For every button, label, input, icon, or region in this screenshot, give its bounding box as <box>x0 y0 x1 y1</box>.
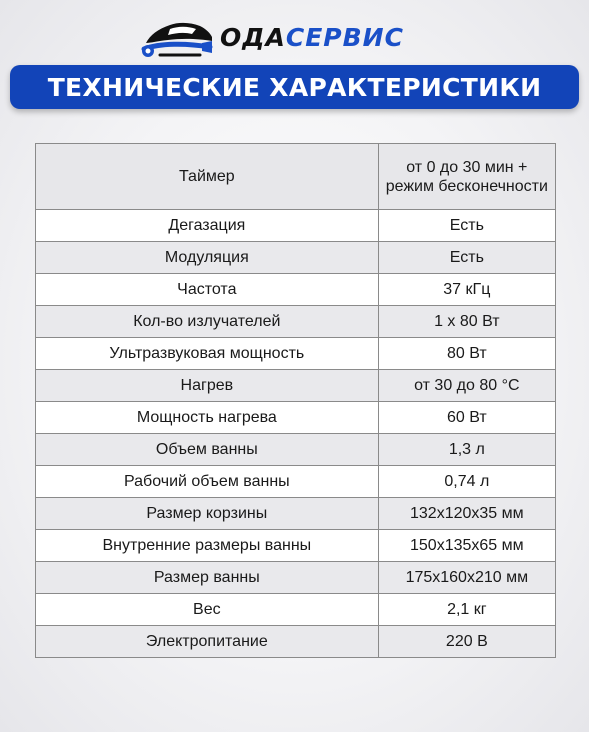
spec-value: 175х160х210 мм <box>378 562 555 594</box>
brand-name-part1: ОДА <box>220 22 286 52</box>
spec-value: 0,74 л <box>378 466 555 498</box>
spec-name: Дегазация <box>36 210 379 242</box>
spec-value: 150х135х65 мм <box>378 530 555 562</box>
title-banner <box>10 65 579 109</box>
spec-name: Мощность нагрева <box>36 402 379 434</box>
spec-value: 1 х 80 Вт <box>378 306 555 338</box>
spec-value: 60 Вт <box>378 402 555 434</box>
table-row <box>36 144 556 210</box>
table-row <box>36 498 556 530</box>
page-title: ТЕХНИЧЕСКИЕ ХАРАКТЕРИСТИКИ <box>47 72 542 102</box>
spec-value: 1,3 л <box>378 434 555 466</box>
spec-name: Кол-во излучателей <box>36 306 379 338</box>
spec-value: 80 Вт <box>378 338 555 370</box>
spec-name: Ультразвуковая мощность <box>36 338 379 370</box>
spec-name: Электропитание <box>36 626 379 658</box>
spec-name: Размер ванны <box>36 562 379 594</box>
table-row <box>36 370 556 402</box>
brand-logo <box>140 12 450 62</box>
table-row <box>36 626 556 658</box>
table-row <box>36 562 556 594</box>
table-row <box>36 466 556 498</box>
spec-name: Объем ванны <box>36 434 379 466</box>
spec-value: от 30 до 80 °C <box>378 370 555 402</box>
brand-name <box>220 23 404 52</box>
spec-value: Есть <box>378 242 555 274</box>
spec-value: 2,1 кг <box>378 594 555 626</box>
spec-name: Модуляция <box>36 242 379 274</box>
spec-name: Рабочий объем ванны <box>36 466 379 498</box>
spec-name: Вес <box>36 594 379 626</box>
table-row <box>36 242 556 274</box>
spec-name: Таймер <box>36 144 379 210</box>
spec-value: 37 кГц <box>378 274 555 306</box>
table-row <box>36 274 556 306</box>
spec-value: Есть <box>378 210 555 242</box>
specs-table <box>35 143 556 658</box>
spec-value: 132х120х35 мм <box>378 498 555 530</box>
table-row <box>36 402 556 434</box>
car-wrench-logo-icon <box>140 13 214 61</box>
spec-value: от 0 до 30 мин + режим бесконечности <box>378 144 555 210</box>
table-row <box>36 434 556 466</box>
spec-value: 220 В <box>378 626 555 658</box>
spec-name: Внутренние размеры ванны <box>36 530 379 562</box>
table-row <box>36 338 556 370</box>
spec-name: Частота <box>36 274 379 306</box>
table-row <box>36 210 556 242</box>
table-row <box>36 530 556 562</box>
spec-name: Нагрев <box>36 370 379 402</box>
table-row <box>36 306 556 338</box>
table-row <box>36 594 556 626</box>
brand-name-part2: СЕРВИС <box>285 22 404 52</box>
spec-name: Размер корзины <box>36 498 379 530</box>
